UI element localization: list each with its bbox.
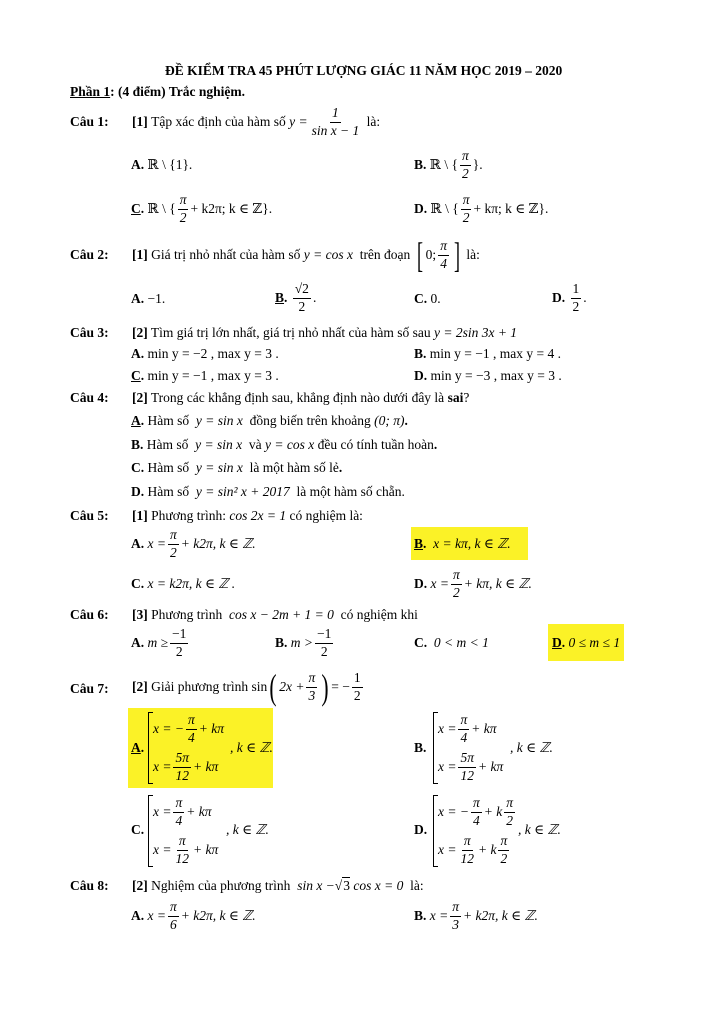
q7-text: Giải phương trình bbox=[151, 679, 249, 695]
q2-b-den: 2 bbox=[298, 298, 306, 314]
q7-pre: sin bbox=[251, 679, 268, 695]
q2-a-math: −1. bbox=[147, 291, 166, 306]
q7-a-l2num: 5π bbox=[173, 751, 191, 767]
q2-option-a[interactable] bbox=[131, 292, 165, 306]
q2-seg-den: 4 bbox=[440, 255, 447, 271]
q5-a-frac bbox=[168, 528, 179, 559]
q7-c-system bbox=[148, 795, 149, 867]
q1-d-key: D. bbox=[414, 201, 428, 217]
q7-a-l1num: π bbox=[186, 713, 197, 729]
q7-c-l1num: π bbox=[173, 796, 184, 812]
q8-suffix: là: bbox=[410, 878, 424, 893]
q5-a-pre: x = bbox=[147, 536, 166, 552]
q1-c-den: 2 bbox=[179, 209, 187, 225]
q1-b-num: π bbox=[460, 149, 471, 165]
q1-a-key: A. bbox=[131, 157, 145, 172]
q4-b-text3: đều có tính tuần hoàn bbox=[317, 437, 434, 452]
q7-b-tail: , k ∈ ℤ. bbox=[510, 740, 553, 755]
q1-d-pre: ℝ \ { bbox=[430, 201, 459, 217]
q2-d-den: 2 bbox=[572, 298, 580, 314]
q7-d-system bbox=[433, 795, 434, 867]
q7-eq: = − bbox=[331, 679, 350, 695]
q7-rnum: 1 bbox=[352, 671, 363, 687]
q6-math: cos x − 2m + 1 = 0 bbox=[228, 607, 334, 622]
q2-level: [1] bbox=[132, 247, 148, 263]
q1-text: Tập xác định của hàm số bbox=[151, 114, 286, 130]
q5-option-a[interactable] bbox=[131, 527, 256, 561]
q4-b-post: . bbox=[433, 437, 438, 452]
q7-d-l1pre: x = − bbox=[438, 804, 469, 820]
q4-d-text: Hàm số bbox=[147, 484, 190, 499]
q1-func-frac bbox=[310, 106, 362, 137]
q7-a-l1pre: x = − bbox=[153, 721, 184, 737]
q1-b-pre: ℝ \ { bbox=[429, 157, 458, 173]
q1-b-den: 2 bbox=[461, 165, 469, 181]
q8-a-num: π bbox=[168, 900, 179, 916]
q8-b-pre: x = bbox=[429, 908, 449, 924]
q7-a-line1 bbox=[153, 712, 224, 746]
q3-option-c[interactable] bbox=[131, 369, 279, 383]
q8-a-key: A. bbox=[131, 908, 145, 924]
q4-c-post: . bbox=[338, 460, 343, 475]
q8-b-den: 3 bbox=[452, 916, 459, 932]
q6-c-key: C. bbox=[414, 635, 428, 650]
q7-a-l1post: + kπ bbox=[198, 721, 224, 737]
q1-d-num: π bbox=[461, 193, 472, 209]
q7-d-l1frac2 bbox=[504, 796, 515, 827]
q2-text: Giá trị nhỏ nhất của hàm số bbox=[151, 247, 301, 263]
q8-sqrt-sign: √ bbox=[334, 878, 343, 893]
q3-d-key: D. bbox=[414, 368, 428, 383]
q8-a-pre: x = bbox=[147, 908, 166, 924]
q7-num: π bbox=[306, 671, 317, 687]
q2-a-key: A. bbox=[131, 291, 145, 306]
q4-b-key: B. bbox=[131, 437, 144, 452]
q5-d-frac bbox=[451, 568, 462, 599]
q7-c-l1frac bbox=[173, 796, 184, 827]
q3-level: [2] bbox=[132, 325, 148, 340]
q1-a-math: ℝ \ {1}. bbox=[147, 157, 193, 172]
q6-a-key: A. bbox=[131, 635, 145, 651]
q2-option-d[interactable] bbox=[552, 280, 587, 316]
q7-d-l2den2: 2 bbox=[500, 850, 508, 866]
q4-c-key: C. bbox=[131, 460, 145, 475]
q4-a-text: Hàm số bbox=[147, 413, 190, 428]
q5-d-den: 2 bbox=[452, 584, 460, 600]
q2-seg-frac bbox=[438, 239, 449, 270]
q4-label: Câu 4: bbox=[70, 390, 109, 405]
q7-d-l2num: π bbox=[462, 834, 473, 850]
q1-option-b[interactable] bbox=[414, 148, 483, 182]
q5-option-c[interactable] bbox=[131, 577, 235, 591]
q7-a-line2 bbox=[153, 750, 218, 784]
q7-b-l2num: 5π bbox=[458, 751, 476, 767]
q1-b-key: B. bbox=[414, 157, 427, 173]
q4-text: Trong các khẳng định sau, khẳng định nào dưới đây là bbox=[150, 390, 445, 405]
q6-b-pre: m > bbox=[290, 635, 313, 651]
q2-b-post: . bbox=[312, 290, 317, 306]
q1-d-frac bbox=[461, 193, 472, 224]
q2-suffix: là: bbox=[466, 247, 480, 263]
q4-a-math2: (0; π) bbox=[374, 413, 405, 428]
q4-option-c[interactable] bbox=[131, 461, 342, 475]
q7-c-line1 bbox=[153, 795, 212, 829]
q7-c-l2post: + kπ bbox=[192, 842, 219, 858]
q6-a-pre: m ≥ bbox=[147, 635, 169, 651]
q6-text2: có nghiệm khi bbox=[340, 607, 418, 622]
q5-level: [1] bbox=[132, 508, 148, 523]
q4-option-a[interactable] bbox=[131, 414, 408, 428]
q4-c-text2: là một hàm số lẻ bbox=[249, 460, 339, 475]
q6-text: Phương trình bbox=[151, 607, 223, 622]
q5-a-key: A. bbox=[131, 536, 145, 552]
q8-option-a[interactable] bbox=[131, 898, 256, 934]
q7-b-l2frac bbox=[458, 751, 476, 782]
q7-d-l1frac bbox=[471, 796, 482, 827]
q1-d-post: + kπ; k ∈ ℤ}. bbox=[473, 201, 549, 217]
q1-label: Câu 1: bbox=[70, 114, 109, 129]
q7-c-l2num: π bbox=[177, 834, 188, 850]
q7-rparen: ) bbox=[321, 667, 329, 707]
q5-a-den: 2 bbox=[169, 544, 177, 560]
q5-option-d[interactable] bbox=[414, 567, 532, 601]
q1-suffix: là: bbox=[366, 114, 381, 130]
part1-rest: : (4 điểm) Trắc nghiệm. bbox=[110, 84, 245, 99]
q7-a-l2post: + kπ bbox=[193, 759, 219, 775]
q3-b-math: min y = −1 , max y = 4 . bbox=[429, 346, 561, 361]
q7-d-l1num: π bbox=[471, 796, 482, 812]
q1-func-den: sin x − 1 bbox=[311, 122, 360, 138]
q7-d-l2num2: π bbox=[498, 834, 509, 850]
q8-level: [2] bbox=[132, 878, 148, 893]
q6-b-num: −1 bbox=[315, 627, 333, 643]
q8-a-frac bbox=[168, 900, 179, 931]
q7-c-l1post: + kπ bbox=[186, 804, 212, 820]
q7-b-l1pre: x = bbox=[438, 721, 457, 737]
q6-b-den: 2 bbox=[320, 643, 328, 659]
q7-b-l2pre: x = bbox=[438, 759, 457, 775]
q7-a-l2pre: x = bbox=[153, 759, 172, 775]
q7-a-dot: . bbox=[140, 740, 145, 755]
q7-option-d[interactable]: D. bbox=[414, 822, 428, 837]
q4-a-text2: đồng biến trên khoảng bbox=[249, 413, 371, 428]
q1-option-a[interactable] bbox=[131, 158, 192, 172]
q2-d-post: . bbox=[583, 290, 587, 306]
q4-q: ? bbox=[463, 390, 470, 405]
q7-rden: 2 bbox=[353, 687, 361, 703]
q3-b-key: B. bbox=[414, 346, 427, 361]
q1-c-pre: ℝ \ { bbox=[147, 201, 176, 217]
q4-d-post: . bbox=[401, 484, 405, 499]
q2-b-frac bbox=[293, 282, 311, 313]
q3-c-key: C bbox=[131, 368, 141, 383]
q7-d-line1 bbox=[438, 795, 517, 829]
q7-d-l2pre: x = bbox=[438, 842, 457, 858]
q8-math-post: cos x = 0 bbox=[353, 878, 404, 893]
q3-c-dot: . bbox=[140, 368, 145, 383]
q2-lbracket: [ bbox=[416, 235, 423, 275]
q7-b-l1post: + kπ bbox=[471, 721, 497, 737]
q7-b-line2 bbox=[438, 750, 503, 784]
q7-a-l2den: 12 bbox=[175, 767, 189, 783]
q4-d-math: y = sin² x + 2017 bbox=[195, 484, 290, 499]
q8-b-key: B. bbox=[414, 908, 427, 924]
q8-option-b[interactable] bbox=[414, 898, 538, 934]
q1-b-frac bbox=[460, 149, 471, 180]
q7-option-a[interactable] bbox=[131, 741, 144, 755]
q2-seg-pre: 0; bbox=[425, 247, 437, 263]
q7-a-tail: , k ∈ ℤ. bbox=[230, 740, 273, 755]
q7-d-l2mid: + k bbox=[477, 842, 497, 858]
q6-b-frac bbox=[315, 627, 333, 658]
q5-a-post: + k2π, k ∈ ℤ. bbox=[180, 536, 256, 552]
q5-text: Phương trình: bbox=[151, 508, 226, 523]
q7-b-l1frac bbox=[458, 713, 469, 744]
q7-option-c[interactable]: C. bbox=[131, 822, 145, 837]
q2-b-key: B bbox=[275, 290, 285, 306]
q7-a-l1frac bbox=[186, 713, 197, 744]
q4-d-text2: là một hàm số chẵn bbox=[296, 484, 402, 499]
q6-d-key: D bbox=[552, 635, 562, 650]
q4-bold: sai bbox=[447, 390, 464, 405]
q7-c-l1pre: x = bbox=[153, 804, 172, 820]
q5-text2: có nghiệm là: bbox=[289, 508, 363, 523]
q1-func-pre: y = bbox=[289, 114, 308, 130]
q1-option-c[interactable] bbox=[131, 192, 272, 226]
q7-lparen: ( bbox=[269, 667, 277, 707]
q8-b-post: + k2π, k ∈ ℤ. bbox=[463, 908, 538, 924]
q8-b-num: π bbox=[450, 900, 461, 916]
q1-stem bbox=[132, 102, 380, 142]
q5-label: Câu 5: bbox=[70, 508, 109, 523]
q5-stem bbox=[132, 509, 363, 523]
q3-d-math: min y = −3 , max y = 3 . bbox=[430, 368, 562, 383]
q7-label: Câu 7: bbox=[70, 681, 109, 696]
q5-d-key: D. bbox=[414, 576, 428, 592]
q7-c-line2 bbox=[153, 833, 218, 867]
part1-heading bbox=[70, 85, 245, 99]
q2-d-num: 1 bbox=[571, 282, 582, 298]
q7-a-system bbox=[148, 712, 149, 784]
q2-option-c[interactable] bbox=[414, 292, 441, 306]
q4-a-post: . bbox=[404, 413, 408, 428]
q1-c-post: + k2π; k ∈ ℤ}. bbox=[190, 201, 273, 217]
q5-b-dot: . bbox=[423, 536, 427, 551]
q1-c-num: π bbox=[178, 193, 189, 209]
q2-stem bbox=[132, 236, 480, 274]
q7-inner: 2x + bbox=[279, 679, 305, 695]
q8-stem bbox=[132, 879, 424, 893]
q7-a-l2frac bbox=[173, 751, 191, 782]
q6-c-math: 0 < m < 1 bbox=[433, 635, 489, 650]
q2-c-math: 0. bbox=[430, 291, 441, 306]
q7-c-l2den: 12 bbox=[175, 850, 189, 866]
q4-c-text: Hàm số bbox=[147, 460, 190, 475]
q4-b-math2: y = cos x bbox=[265, 437, 315, 452]
q6-option-c[interactable] bbox=[414, 636, 489, 650]
q5-math: cos 2x = 1 bbox=[229, 508, 287, 523]
q1-c-dot: . bbox=[140, 201, 145, 217]
q5-option-b[interactable] bbox=[414, 537, 511, 551]
q6-option-d[interactable] bbox=[552, 636, 620, 650]
q7-d-l1num2: π bbox=[504, 796, 515, 812]
q5-d-num: π bbox=[451, 568, 462, 584]
q7-d-l2frac bbox=[458, 834, 476, 865]
q7-a-key: A bbox=[131, 740, 141, 755]
q8-sqrt: 3 bbox=[343, 878, 350, 893]
q2-b-dot: . bbox=[284, 290, 288, 306]
q3-func: y = 2sin 3x + 1 bbox=[433, 325, 518, 340]
q7-option-b[interactable]: B. bbox=[414, 740, 427, 755]
q7-c-l1den: 4 bbox=[175, 812, 183, 828]
q7-d-line2 bbox=[438, 833, 511, 867]
q1-c-frac bbox=[178, 193, 189, 224]
q3-label: Câu 3: bbox=[70, 325, 109, 340]
q5-a-num: π bbox=[168, 528, 179, 544]
q4-b-math: y = sin x bbox=[195, 437, 243, 452]
q7-b-l1den: 4 bbox=[460, 729, 468, 745]
q5-b-math: x = kπ, k ∈ ℤ. bbox=[433, 536, 511, 551]
q1-c-key: C bbox=[131, 201, 141, 217]
q2-label: Câu 2: bbox=[70, 247, 109, 262]
q3-option-b[interactable] bbox=[414, 347, 561, 361]
q3-text: Tìm giá trị lớn nhất, giá trị nhỏ nhất của hàm số sau bbox=[150, 325, 431, 340]
q3-option-d[interactable] bbox=[414, 369, 562, 383]
q6-option-a[interactable] bbox=[131, 626, 190, 660]
q6-label: Câu 6: bbox=[70, 607, 109, 622]
q4-c-math: y = sin x bbox=[195, 460, 243, 475]
q4-option-b[interactable] bbox=[131, 438, 437, 452]
q5-c-key: C. bbox=[131, 576, 145, 591]
q6-option-b[interactable] bbox=[275, 626, 335, 660]
q6-d-dot: . bbox=[561, 635, 566, 650]
q1-d-den: 2 bbox=[462, 209, 470, 225]
q4-b-text2: và bbox=[248, 437, 262, 452]
q4-option-d[interactable] bbox=[131, 485, 405, 499]
q7-b-l1num: π bbox=[458, 713, 469, 729]
q7-stem bbox=[132, 667, 365, 707]
q4-a-math: y = sin x bbox=[195, 413, 243, 428]
q7-d-l1mid: + k bbox=[483, 804, 503, 820]
q2-rbracket: ] bbox=[453, 235, 460, 275]
q7-d-l1den: 4 bbox=[472, 812, 480, 828]
q5-c-math: x = k2π, k ∈ ℤ . bbox=[147, 576, 236, 591]
q3-stem bbox=[132, 326, 517, 340]
q2-b-num: √2 bbox=[293, 282, 311, 298]
q3-option-a[interactable] bbox=[131, 347, 279, 361]
q5-d-post: + kπ, k ∈ ℤ. bbox=[463, 576, 532, 592]
q7-den: 3 bbox=[308, 687, 316, 703]
q2-option-b[interactable] bbox=[275, 280, 316, 316]
q7-d-l2den: 12 bbox=[460, 850, 474, 866]
q3-a-key: A. bbox=[131, 346, 145, 361]
q4-b-text: Hàm số bbox=[146, 437, 189, 452]
q1-option-d[interactable] bbox=[414, 192, 548, 226]
q7-c-tail: , k ∈ ℤ. bbox=[226, 822, 269, 837]
q5-b-key: B bbox=[414, 536, 424, 551]
q8-a-post: + k2π, k ∈ ℤ. bbox=[180, 908, 256, 924]
q8-a-den: 6 bbox=[169, 916, 177, 932]
q7-rfrac bbox=[352, 671, 363, 702]
q3-c-math: min y = −1 , max y = 3 . bbox=[147, 368, 279, 383]
q1-func-num: 1 bbox=[330, 106, 341, 122]
q8-label: Câu 8: bbox=[70, 878, 109, 893]
q7-frac bbox=[306, 671, 317, 702]
q7-d-l2frac2 bbox=[498, 834, 509, 865]
q2-d-frac bbox=[571, 282, 582, 313]
q3-a-math: min y = −2 , max y = 3 . bbox=[147, 346, 279, 361]
q6-b-key: B. bbox=[275, 635, 288, 651]
q7-b-l2post: + kπ bbox=[478, 759, 504, 775]
q4-a-dot: . bbox=[140, 413, 145, 428]
q4-d-key: D. bbox=[131, 484, 145, 499]
q7-b-line1 bbox=[438, 712, 497, 746]
q4-level: [2] bbox=[132, 390, 148, 405]
q7-a-l1den: 4 bbox=[187, 729, 195, 745]
q6-a-num: −1 bbox=[170, 627, 188, 643]
q7-b-system bbox=[433, 712, 434, 784]
q8-math-pre: sin x − bbox=[297, 878, 335, 893]
q5-d-pre: x = bbox=[430, 576, 449, 592]
q6-d-math: 0 ≤ m ≤ 1 bbox=[568, 635, 621, 650]
part1-label: Phần 1 bbox=[70, 84, 111, 99]
q7-level: [2] bbox=[132, 679, 148, 695]
q6-level: [3] bbox=[132, 607, 148, 622]
q4-a-key: A bbox=[131, 413, 141, 428]
q7-c-l2pre: x = bbox=[153, 842, 172, 858]
q7-b-l2den: 12 bbox=[460, 767, 474, 783]
q7-d-tail: , k ∈ ℤ. bbox=[518, 822, 561, 837]
q6-stem bbox=[132, 608, 418, 622]
q6-a-den: 2 bbox=[175, 643, 183, 659]
q2-func: y = cos x bbox=[303, 247, 353, 263]
q8-b-frac bbox=[450, 900, 461, 931]
q4-stem bbox=[132, 391, 469, 405]
q7-d-l1den2: 2 bbox=[506, 812, 513, 828]
q2-d-key: D. bbox=[552, 290, 566, 306]
page-title: ĐỀ KIỂM TRA 45 PHÚT LƯỢNG GIÁC 11 NĂM HỌC 2019 – 2020 bbox=[165, 63, 563, 78]
q1-b-post: }. bbox=[472, 157, 483, 173]
q8-text: Nghiệm của phương trình bbox=[151, 878, 291, 893]
q7-c-l2frac bbox=[173, 834, 191, 865]
q2-seg-num: π bbox=[438, 239, 449, 255]
q1-level: [1] bbox=[132, 114, 148, 130]
q6-a-frac bbox=[170, 627, 188, 658]
q2-c-key: C. bbox=[414, 291, 428, 306]
q2-text2: trên đoạn bbox=[359, 247, 411, 263]
